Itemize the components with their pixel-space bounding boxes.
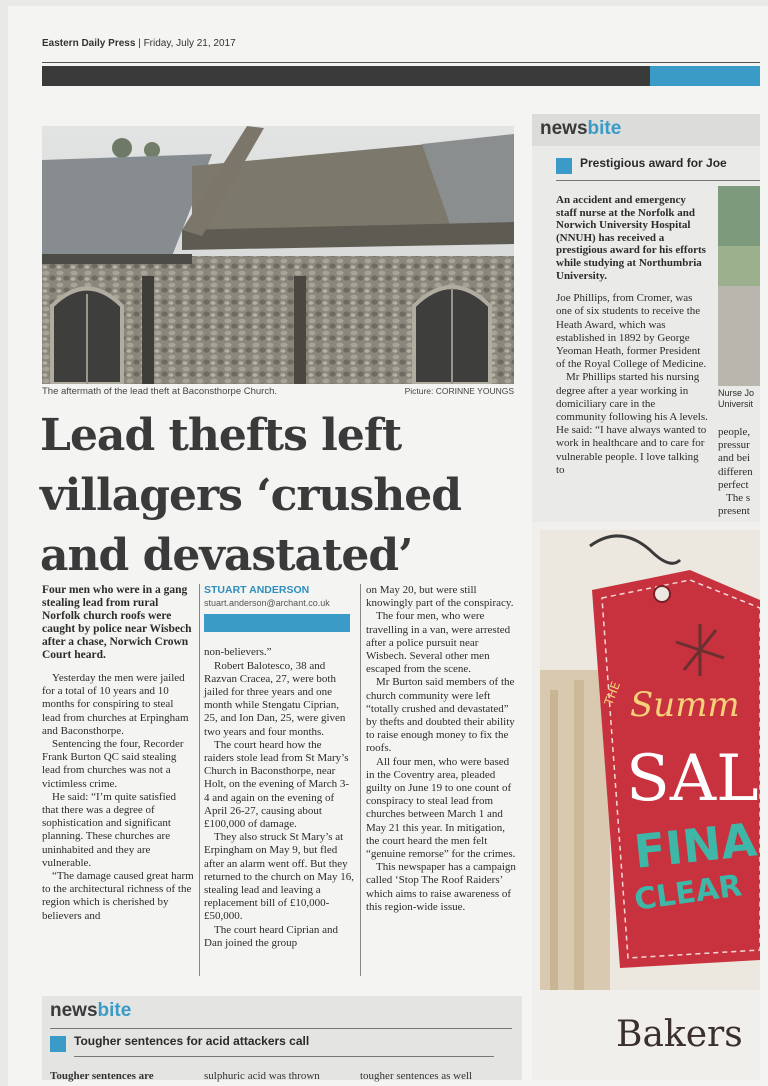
- masthead-separator: |: [138, 38, 141, 49]
- photo-credit: Picture: CORINNE YOUNGS: [404, 386, 514, 396]
- section-bar-accent: [650, 66, 760, 86]
- paragraph: The court heard Ciprian and Dan joined the group: [204, 923, 339, 949]
- standfirst: Four men who were in a gang stealing lead from rural Norfolk church roofs were caught by police near Wisbech after a chase, Norwich Crown Court heard.: [42, 584, 192, 661]
- paragraph: Robert Balotesco, 38 and Razvan Cracea, 27, were both jailed for three years and one month while Stengatu Ciprian, 25, and Ion Dan, 25, were given two years and four months.: [204, 659, 346, 738]
- paragraph: The four men, who were travelling in a van, were arrested after a police pursuit near Wisbech. Several other men escaped from the scene.: [366, 610, 511, 676]
- church-photo: [42, 126, 514, 384]
- paragraph: Joe Phillips, from Cromer, was one of six students to receive the Heath Award, which was established in 1892 by George Yeoman Heath, former President of the Royal College of Medicine.: [556, 292, 707, 371]
- paragraph: The court heard how the raiders stole lead from St Mary’s Church in Baconsthorpe, near Holt, on the evening of March 3-4 and again on the evening of April 26-27, causing about £100,000 of damage.: [204, 738, 350, 831]
- advert-brand: Bakers: [616, 1014, 743, 1055]
- logo-news: news: [50, 1000, 98, 1021]
- headline-line-2: villagers ‘crushed: [40, 470, 462, 521]
- column-divider: [360, 584, 361, 976]
- caption-line: Universit: [718, 399, 754, 409]
- headline: [40, 406, 520, 586]
- column-divider: [199, 584, 200, 976]
- article-column-1: [42, 584, 194, 923]
- snippet: Tougher sentences are: [50, 1070, 154, 1082]
- newsbite-rule-3: [74, 1056, 494, 1057]
- issue-date: Friday, July 21, 2017: [143, 38, 236, 49]
- byline-bar: [204, 614, 350, 632]
- headline-line-1: Lead thefts left: [40, 410, 402, 461]
- paragraph: Yesterday the men were jailed for a total of 10 years and 10 months for conspiring to steal lead from churches at Erpingham and Baconsthorpe.: [42, 672, 189, 737]
- ad-clearance: CLEAR: [632, 868, 745, 918]
- ad-final: FINA: [631, 812, 760, 879]
- text-line: perfect: [718, 478, 749, 491]
- text-line: pressur: [718, 439, 750, 452]
- paragraph: He said: “I’m quite satisfied that there was a degree of sophistication and significant planning. These churches are uninhabited and they are vulnerable.: [42, 790, 177, 869]
- author-email[interactable]: stuart.anderson@archant.co.uk: [204, 598, 330, 609]
- paragraph: They also struck St Mary’s at Erpingham on May 9, but fled after an alarm went off. But they returned to the church on May 16, stealing lead and leaving a replacement bill of £10,000-£50,000.: [204, 831, 354, 923]
- newsbite-column: [556, 194, 708, 477]
- article-column-3: [366, 584, 518, 914]
- logo-bite: bite: [97, 1000, 132, 1021]
- newsbite-rule-2: [50, 1028, 512, 1029]
- paragraph: Sentencing the four, Recorder Frank Burton QC said stealing lead from churches was not a victimless crime.: [42, 738, 184, 790]
- paper-name: Eastern Daily Press: [42, 38, 136, 49]
- newsbite-photo: [718, 186, 760, 386]
- newsbite-lead: An accident and emergency staff nurse at the Norfolk and Norwich University Hospital (NNUH) has received a prestigious award for his efforts while studying at Northumbria University.: [556, 194, 706, 282]
- newsbite-title: Prestigious award for Joe: [580, 156, 727, 170]
- caption-text: The aftermath of the lead theft at Baconsthorpe Church.: [42, 386, 277, 397]
- text-line: differen: [718, 465, 753, 478]
- text-line: present: [718, 505, 750, 518]
- paragraph: “The damage caused great harm to the architectural richness of the region which is cherished by believers and: [42, 870, 194, 922]
- sale-advert: [540, 530, 760, 990]
- masthead: [42, 38, 236, 49]
- photo-caption: [42, 386, 514, 397]
- paragraph: Mr Burton said members of the church community were left “totally crushed and devastated” by thefts and doubted their ability to raise enough money to fix the roofs.: [366, 676, 515, 755]
- paragraph: Mr Phillips started his nursing degree after a year working in domiciliary care in the community following his A levels. He said: “I have always wanted to work in healthcare and to care for vulnerable people. I love talking to: [556, 371, 708, 476]
- article-column-2: [204, 584, 354, 950]
- newsbite-photo-caption: [718, 388, 762, 410]
- newsbite-title-2: Tougher sentences for acid attackers call: [74, 1034, 310, 1048]
- text-line: people,: [718, 426, 751, 438]
- newsbite-logo: [540, 118, 621, 140]
- logo-bite: bite: [587, 118, 622, 139]
- paragraph: This newspaper has a campaign called ‘Stop The Roof Raiders’ which aims to raise awareness of this region-wide issue.: [366, 861, 516, 913]
- paragraph: All four men, who were based in the Coventry area, pleaded guilty on June 19 to one count of conspiracy to steal lead from churches between March 1 and May 21 this year. In mitigation, the court heard the men felt “genuine remorse” for the crimes.: [366, 755, 516, 861]
- snippet: sulphuric acid was thrown: [204, 1070, 320, 1082]
- logo-news: news: [540, 118, 588, 139]
- text-line: The s: [726, 492, 751, 505]
- ad-summer: Summ: [630, 685, 740, 725]
- paragraph: non-believers.”: [204, 646, 272, 659]
- paragraph: on May 20, but were still knowingly part of the conspiracy.: [366, 584, 514, 610]
- newsbite-logo-2: [50, 1000, 131, 1022]
- section-bar: [42, 66, 760, 86]
- newsbite-square-2: [50, 1036, 66, 1052]
- newsbite-side-column: [718, 426, 762, 518]
- ad-sale: SAL: [626, 742, 759, 816]
- ad-the: THE: [601, 679, 624, 708]
- text-line: and bei: [718, 452, 751, 465]
- caption-line: Nurse Jo: [718, 388, 755, 398]
- newsbite-rule: [556, 180, 760, 181]
- headline-line-3: and devastated’: [40, 530, 413, 581]
- masthead-rule: [42, 62, 760, 63]
- snippet: tougher sentences as well: [360, 1070, 473, 1082]
- byline: STUART ANDERSON: [204, 584, 310, 596]
- newsbite-square: [556, 158, 572, 174]
